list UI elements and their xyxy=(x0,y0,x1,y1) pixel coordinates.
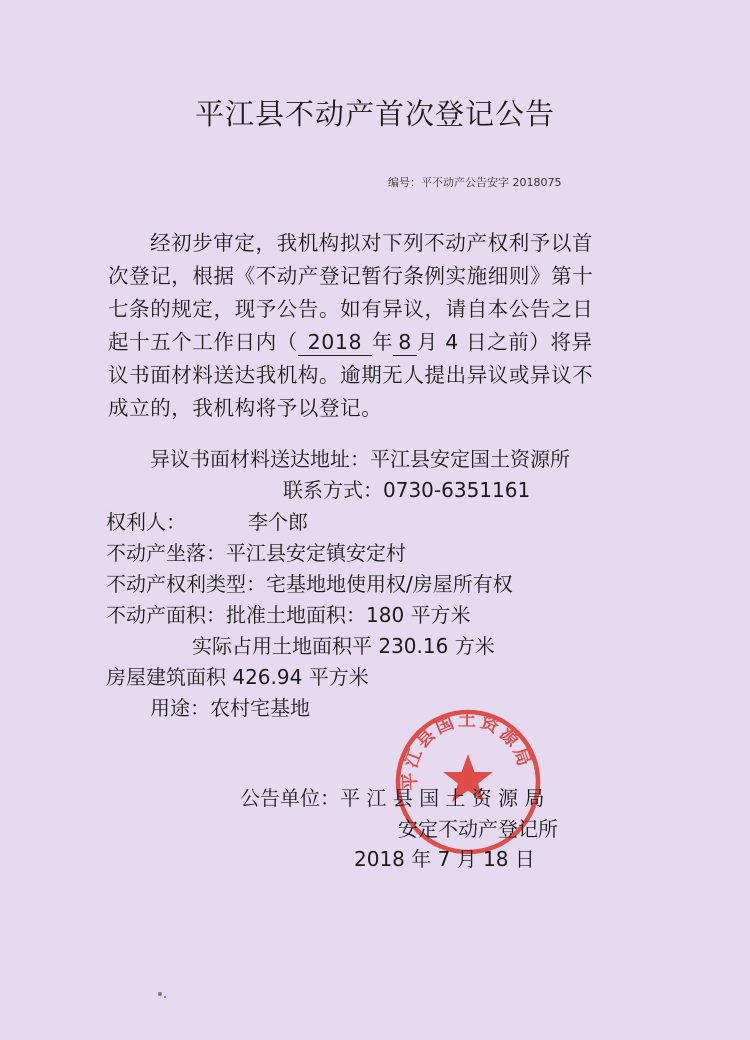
rights-holder-name: 李个郎 xyxy=(248,510,308,534)
body-line-4-end: 月 4 日之前）将异 xyxy=(417,330,593,354)
property-rights-type: 不动产权利类型：宅基地地使用权/房屋所有权 xyxy=(106,572,513,596)
deadline-month: 8 xyxy=(393,331,417,356)
body-line-4-start: 起十五个工作日内（ xyxy=(108,330,298,354)
property-usage: 用途：农村宅基地 xyxy=(150,696,310,720)
body-line-6: 成立的，我机构将予以登记。 xyxy=(108,396,383,420)
rights-holder-label: 权利人： xyxy=(106,510,186,534)
body-line-4-year-unit: 年 xyxy=(371,330,394,354)
deadline-year: 2018 xyxy=(298,331,372,356)
property-actual-area: 实际占用土地面积平 230.16 方米 xyxy=(192,634,495,658)
property-location: 不动产坐落：平江县安定镇安定村 xyxy=(106,541,406,565)
body-line-5: 议书面材料送达我机构。逾期无人提出异议或异议不 xyxy=(108,363,594,387)
page-title: 平江县不动产首次登记公告 xyxy=(194,97,555,131)
document-number: 编号：平不动产公告安字 2018075 xyxy=(388,176,562,189)
announcement-date: 2018 年 7 月 18 日 xyxy=(354,847,535,871)
objection-address: 异议书面材料送达地址：平江县安定国土资源所 xyxy=(150,447,570,471)
property-area: 不动产面积：批准土地面积：180 平方米 xyxy=(106,603,471,627)
scan-speck xyxy=(158,992,162,996)
body-line-2: 次登记，根据《不动产登记暂行条例实施细则》第十 xyxy=(108,264,594,288)
body-line-1: 经初步审定，我机构拟对下列不动产权利予以首 xyxy=(150,231,594,255)
seal-text: 平江县国土资源局 xyxy=(399,709,536,791)
objection-contact: 联系方式：0730-6351161 xyxy=(283,478,531,502)
issuing-unit: 公告单位：平 江 县 国 土 资 源 局 xyxy=(240,786,545,810)
registration-office: 安定不动产登记所 xyxy=(398,817,558,841)
body-line-3: 七条的规定，现予公告。如有异议，请自本公告之日 xyxy=(108,297,594,321)
building-area: 房屋建筑面积 426.94 平方米 xyxy=(106,665,369,689)
body-line-4 xyxy=(108,325,593,356)
scan-speck xyxy=(164,996,166,998)
